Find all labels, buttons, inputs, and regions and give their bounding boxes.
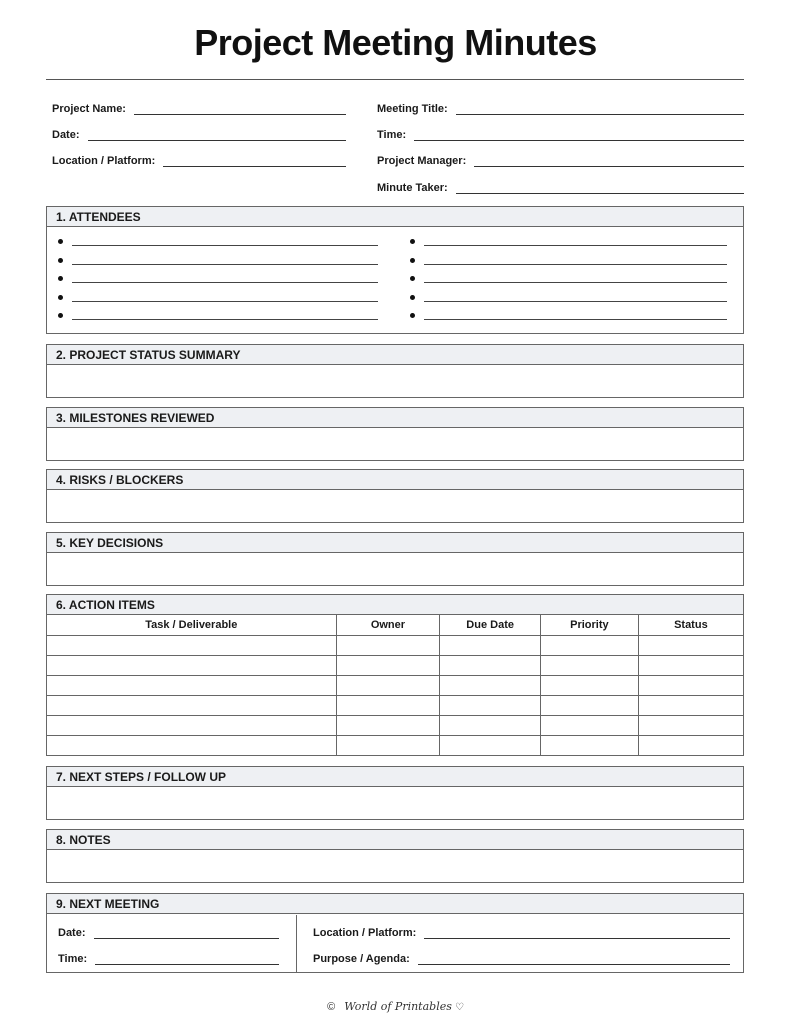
- heart-icon: ♡: [454, 1002, 464, 1013]
- next-steps-section[interactable]: [46, 766, 744, 820]
- milestones-section[interactable]: [46, 407, 744, 461]
- table-cell[interactable]: [540, 715, 638, 735]
- risks-section[interactable]: [46, 469, 744, 523]
- attendee-input-line[interactable]: [424, 236, 727, 246]
- table-cell[interactable]: [440, 675, 541, 695]
- action-items-table: [47, 615, 743, 755]
- next-meeting-time-field[interactable]: [58, 949, 279, 965]
- date-field[interactable]: [52, 125, 346, 141]
- attendee-line[interactable]: [410, 290, 727, 302]
- location-line[interactable]: [163, 156, 346, 167]
- table-cell[interactable]: [440, 715, 541, 735]
- attendee-input-line[interactable]: [72, 310, 378, 320]
- table-row: [47, 695, 743, 715]
- table-row: [47, 735, 743, 755]
- table-cell[interactable]: [540, 695, 638, 715]
- next-meeting-location-line[interactable]: [424, 928, 730, 939]
- attendee-input-line[interactable]: [72, 255, 378, 265]
- meeting-title-label: Meeting Title:: [377, 103, 448, 115]
- copyright-icon: ©: [327, 1001, 336, 1013]
- attendees-heading: 1. ATTENDEES: [47, 207, 743, 227]
- table-row: [47, 635, 743, 655]
- table-cell[interactable]: [47, 675, 336, 695]
- table-cell[interactable]: [47, 695, 336, 715]
- page-title: Project Meeting Minutes: [194, 22, 597, 63]
- project-manager-line[interactable]: [474, 156, 744, 167]
- bullet-icon: [58, 258, 63, 263]
- attendee-input-line[interactable]: [72, 292, 378, 302]
- table-cell[interactable]: [336, 735, 440, 755]
- bullet-icon: [410, 313, 415, 318]
- date-line[interactable]: [88, 130, 346, 141]
- attendee-line[interactable]: [410, 253, 727, 265]
- attendee-input-line[interactable]: [424, 292, 727, 302]
- attendee-input-line[interactable]: [72, 236, 378, 246]
- table-cell[interactable]: [638, 695, 743, 715]
- table-cell[interactable]: [638, 735, 743, 755]
- project-manager-field[interactable]: [377, 151, 744, 167]
- table-cell[interactable]: [540, 655, 638, 675]
- time-line[interactable]: [414, 130, 744, 141]
- table-cell[interactable]: [336, 655, 440, 675]
- column-header: Owner: [336, 615, 440, 635]
- attendee-line[interactable]: [58, 290, 378, 302]
- table-cell[interactable]: [440, 695, 541, 715]
- next-meeting-purpose-label: Purpose / Agenda:: [313, 953, 410, 965]
- notes-heading: 8. NOTES: [47, 830, 743, 850]
- next-meeting-time-label: Time:: [58, 953, 88, 965]
- next-meeting-date-label: Date:: [58, 927, 86, 939]
- table-cell[interactable]: [638, 635, 743, 655]
- attendee-input-line[interactable]: [424, 310, 727, 320]
- table-row: [47, 715, 743, 735]
- column-header: Priority: [540, 615, 638, 635]
- attendee-line[interactable]: [58, 308, 378, 320]
- milestones-heading: 3. MILESTONES REVIEWED: [47, 408, 743, 428]
- table-cell[interactable]: [47, 635, 336, 655]
- location-field[interactable]: [52, 151, 346, 167]
- status-summary-section[interactable]: [46, 344, 744, 398]
- attendee-input-line[interactable]: [424, 273, 727, 283]
- attendee-line[interactable]: [58, 271, 378, 283]
- attendee-line[interactable]: [58, 234, 378, 246]
- minute-taker-line[interactable]: [456, 183, 744, 194]
- next-steps-heading: 7. NEXT STEPS / FOLLOW UP: [47, 767, 743, 787]
- table-cell[interactable]: [47, 655, 336, 675]
- table-cell[interactable]: [440, 655, 541, 675]
- key-decisions-heading: 5. KEY DECISIONS: [47, 533, 743, 553]
- attendee-line[interactable]: [410, 271, 727, 283]
- next-meeting-date-field[interactable]: [58, 923, 279, 939]
- bullet-icon: [58, 276, 63, 281]
- column-header: Task / Deliverable: [47, 615, 336, 635]
- project-manager-label: Project Manager:: [377, 155, 467, 167]
- location-label: Location / Platform:: [52, 155, 156, 167]
- table-cell[interactable]: [336, 635, 440, 655]
- next-meeting-purpose-field[interactable]: [313, 949, 730, 965]
- bullet-icon: [410, 295, 415, 300]
- attendee-line[interactable]: [410, 234, 727, 246]
- table-cell[interactable]: [47, 715, 336, 735]
- meeting-title-line[interactable]: [456, 104, 744, 115]
- table-cell[interactable]: [638, 715, 743, 735]
- next-meeting-location-label: Location / Platform:: [313, 927, 417, 939]
- bullet-icon: [58, 295, 63, 300]
- bullet-icon: [410, 239, 415, 244]
- action-items-section: [46, 594, 744, 756]
- table-cell[interactable]: [638, 655, 743, 675]
- table-cell[interactable]: [47, 735, 336, 755]
- key-decisions-section[interactable]: [46, 532, 744, 586]
- bullet-icon: [410, 258, 415, 263]
- project-name-field[interactable]: [52, 99, 346, 115]
- bullet-icon: [58, 239, 63, 244]
- table-header-row: [47, 615, 743, 635]
- column-header: Due Date: [440, 615, 541, 635]
- table-cell[interactable]: [336, 695, 440, 715]
- meeting-title-field[interactable]: [377, 99, 744, 115]
- next-meeting-heading: 9. NEXT MEETING: [47, 894, 743, 914]
- table-cell[interactable]: [336, 715, 440, 735]
- time-label: Time:: [377, 129, 407, 141]
- next-meeting-location-field[interactable]: [313, 923, 730, 939]
- minute-taker-label: Minute Taker:: [377, 182, 448, 194]
- action-items-heading: 6. ACTION ITEMS: [47, 595, 743, 615]
- brand-logo-text: World of Printables: [344, 1000, 452, 1013]
- bullet-icon: [410, 276, 415, 281]
- status-summary-heading: 2. PROJECT STATUS SUMMARY: [47, 345, 743, 365]
- time-field[interactable]: [377, 125, 744, 141]
- table-cell[interactable]: [440, 635, 541, 655]
- next-meeting-purpose-line[interactable]: [418, 954, 730, 965]
- table-row: [47, 675, 743, 695]
- table-cell[interactable]: [638, 675, 743, 695]
- next-meeting-divider: [296, 915, 297, 972]
- table-cell[interactable]: [540, 735, 638, 755]
- footer: [0, 1000, 791, 1013]
- notes-section[interactable]: [46, 829, 744, 883]
- table-cell[interactable]: [336, 675, 440, 695]
- attendee-input-line[interactable]: [424, 255, 727, 265]
- risks-heading: 4. RISKS / BLOCKERS: [47, 470, 743, 490]
- table-row: [47, 655, 743, 675]
- attendee-line[interactable]: [410, 308, 727, 320]
- minute-taker-field[interactable]: [377, 178, 744, 194]
- date-label: Date:: [52, 129, 80, 141]
- column-header: Status: [638, 615, 743, 635]
- attendee-input-line[interactable]: [72, 273, 378, 283]
- table-cell[interactable]: [540, 675, 638, 695]
- table-cell[interactable]: [540, 635, 638, 655]
- bullet-icon: [58, 313, 63, 318]
- title-divider: [46, 79, 744, 80]
- next-meeting-time-line[interactable]: [95, 954, 279, 965]
- attendee-line[interactable]: [58, 253, 378, 265]
- table-cell[interactable]: [440, 735, 541, 755]
- project-name-line[interactable]: [134, 104, 346, 115]
- project-name-label: Project Name:: [52, 103, 126, 115]
- next-meeting-date-line[interactable]: [94, 928, 279, 939]
